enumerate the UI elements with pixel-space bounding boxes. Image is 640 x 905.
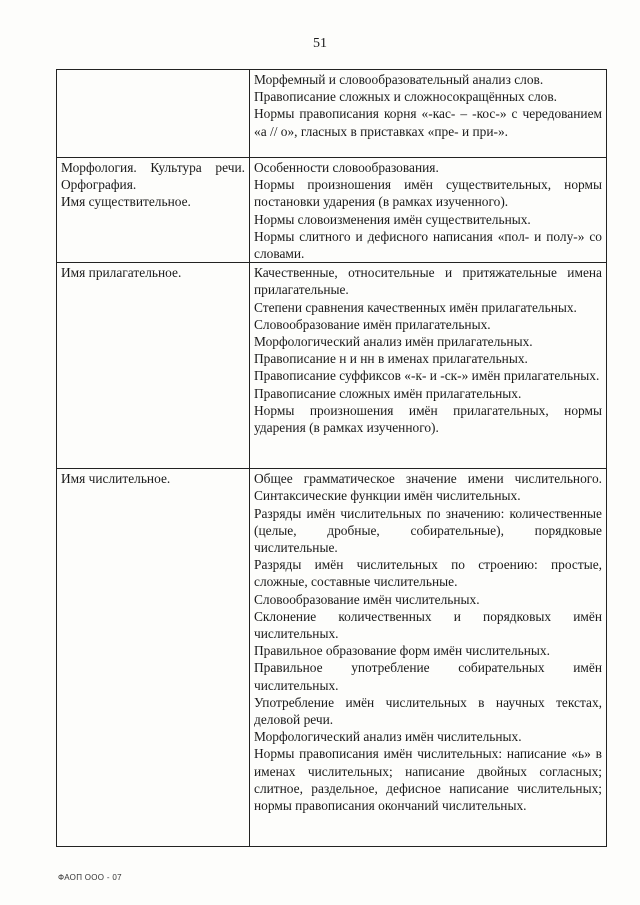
table-row — [57, 70, 607, 158]
topic-cell — [57, 263, 250, 469]
topic-title: Имя существительное. — [61, 194, 191, 210]
document-code: ФАОП ООО - 07 — [58, 873, 122, 882]
content-item: Нормы произношения имён прилагательных, нормы ударения (в рамках изученного). — [254, 402, 602, 436]
table-row — [57, 469, 607, 847]
content-item: Особенности словообразования. — [254, 160, 439, 175]
topic-title: Морфология. Культура речи. Орфография. — [61, 160, 245, 193]
content-item: Нормы произношения имён существительных, нормы постановки ударения (в рамках изученного). — [254, 177, 602, 210]
content-item: Нормы правописания корня «-кас- – -кос-» с чередованием «а // о», гласных в приставках «пре- и при-». — [254, 106, 602, 139]
table-row — [57, 263, 607, 469]
table-row — [57, 158, 607, 263]
topic-cell — [57, 158, 250, 263]
topic-title: Имя прилагательное. — [61, 265, 182, 281]
topic-cell — [57, 70, 250, 158]
topic-title: Имя числительное. — [61, 471, 171, 487]
content-cell — [250, 263, 607, 469]
content-item: Правописание суффиксов «-к- и -ск-» имён прилагательных. — [254, 368, 600, 384]
topic-cell — [57, 469, 250, 847]
content-item: Нормы правописания имён числительных: написание «ь» в именах числительных; написание двойных согласных; слитное, раздельное, дефисное написание числительных; нормы правописания окончаний числительных. — [254, 746, 602, 814]
content-item: Правильное употребление собирательных имён числительных. — [254, 660, 602, 693]
content-cell — [250, 70, 607, 158]
content-item: Склонение количественных и порядковых имён числительных. — [254, 608, 602, 642]
content-item: Разряды имён числительных по значению: количественные (целые, дробные, собирательные), порядковые числительные. — [254, 505, 602, 556]
content-cell — [250, 158, 607, 263]
content-item: Морфологический анализ имён числительных. — [254, 729, 522, 745]
content-item: Словообразование имён прилагательных. — [254, 316, 491, 332]
content-item: Морфемный и словообразовательный анализ слов. — [254, 72, 544, 87]
content-item: Правописание н и нн в именах прилагательных. — [254, 351, 528, 367]
curriculum-table — [56, 69, 607, 847]
content-cell — [250, 469, 607, 847]
content-item: Нормы слитного и дефисного написания «пол- и полу-» со словами. — [254, 228, 602, 262]
content-item: Степени сравнения качественных имён прилагательных. — [254, 299, 577, 315]
content-item: Разряды имён числительных по строению: простые, сложные, составные числительные. — [254, 557, 602, 590]
content-item: Качественные, относительные и притяжательные имена прилагательные. — [254, 265, 602, 298]
content-item: Правописание сложных имён прилагательных. — [254, 385, 522, 401]
page-number: 51 — [313, 36, 327, 51]
content-item: Морфологический анализ имён прилагательных. — [254, 334, 533, 350]
content-item: Общее грамматическое значение имени числительного. Синтаксические функции имён числительных. — [254, 471, 602, 504]
content-item: Словообразование имён числительных. — [254, 591, 480, 607]
content-item: Употребление имён числительных в научных текстах, деловой речи. — [254, 694, 602, 728]
content-item: Нормы словоизменения имён существительных. — [254, 211, 531, 227]
content-item: Правильное образование форм имён числительных. — [254, 643, 550, 659]
content-item: Правописание сложных и сложносокращённых слов. — [254, 89, 558, 105]
